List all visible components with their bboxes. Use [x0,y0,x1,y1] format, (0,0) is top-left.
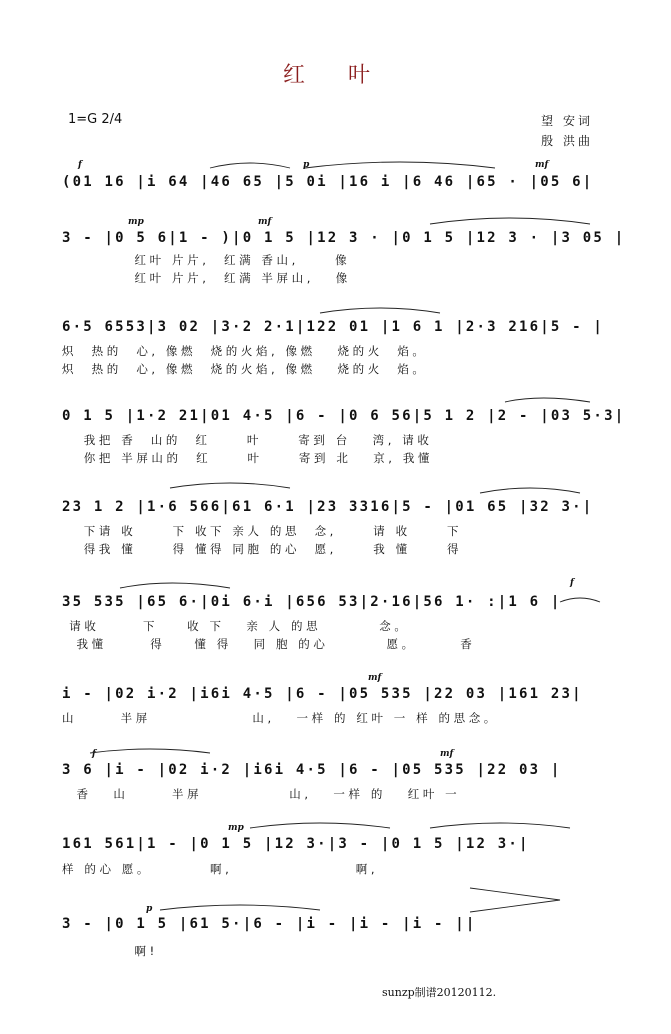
staff-notes: (01 16 |i 64 |46 65 |5 0i |16 i |6 46 |65 · |05 6| [62,174,594,190]
lyricist-credit: 望 安词 [541,114,593,128]
staff-notes: i - |02 i·2 |i6i 4·5 |6 - |05 535 |22 03 |161 23| [62,686,583,702]
composer-credit: 殷 洪曲 [541,134,593,148]
staff-notes: 23 1 2 |1·6 566|61 6·1 |23 3316|5 - |01 65 |32 3·| [62,499,594,515]
lyric-line: 我把 香 山的 红 叶 寄到 台 湾, 请收 [62,433,433,447]
staff-notes: 3 - |0 1 5 |61 5·|6 - |i - |i - |i - || [62,916,477,932]
dynamic-mark: p [303,160,310,170]
staff-6 [62,590,598,614]
dynamic-mark: mf [258,217,272,227]
staff-10 [62,912,598,936]
staff-notes: 3 6 |i - |02 i·2 |i6i 4·5 |6 - |05 535 |22 03 | [62,762,562,778]
staff-notes: 35 535 |65 6·|0i 6·i |656 53|2·16|56 1· :|1 6 | [62,594,562,610]
staff-8 [62,758,598,782]
lyric-line: 山 半屏 山, 一样 的 红叶 一 样 的思念。 [62,711,499,725]
dynamic-mark: mp [128,217,144,227]
dynamic-mark: mp [228,823,244,833]
staff-5 [62,495,598,519]
dynamic-mark: mf [535,160,549,170]
staff-2 [62,226,626,250]
key-signature: 1=G 2/4 [68,112,123,127]
lyric-line: 你把 半屏山的 红 叶 寄到 北 京, 我懂 [62,451,434,465]
dynamic-mark: mf [440,749,454,759]
lyric-line: 红叶 片片, 红满 香山, 像 [62,253,351,267]
lyric-line: 下请 收 下 收下 亲人 的思 念, 请 收 下 [62,524,463,538]
lyric-line: 香 山 半屏 山, 一样 的 红叶 一 [62,787,461,801]
staff-notes: 161 561|1 - |0 1 5 |12 3·|3 - |0 1 5 |12 3·| [62,836,530,852]
dynamic-mark: f [78,160,82,170]
lyric-line: 我懂 得 懂 得 同 胞 的心 愿。 香 [62,637,476,651]
dynamic-mark: mf [368,673,382,683]
lyric-line: 请收 下 收 下 亲 人 的思 念。 [62,619,410,633]
lyric-line: 炽 热的 心, 像燃 烧的火焰, 像燃 烧的火 焰。 [62,362,428,376]
staff-notes: 6·5 6553|3 02 |3·2 2·1|122 01 |1 6 1 |2·3 216|5 - | [62,319,605,335]
lyric-line: 样 的心 愿。 啊, 啊, [62,862,379,876]
dynamic-mark: f [92,749,96,759]
staff-9 [62,832,598,856]
staff-4 [62,404,626,428]
staff-7 [62,682,598,706]
staff-1 [62,170,598,194]
lyric-line: 红叶 片片, 红满 半屏山, 像 [62,271,351,285]
dynamic-mark: f [570,578,574,588]
dynamic-mark: p [146,904,153,914]
transcriber-note: sunzp制谱20120112. [382,986,497,999]
lyric-line: 炽 热的 心, 像燃 烧的火焰, 像燃 烧的火 焰。 [62,344,428,358]
staff-3 [62,315,605,339]
page-title: 红 叶 [283,63,388,88]
staff-notes: 0 1 5 |1·2 21|01 4·5 |6 - |0 6 56|5 1 2 |2 - |03 5·3| [62,408,626,424]
lyric-line: 得我 懂 得 懂得 同胞 的心 愿, 我 懂 得 [62,542,463,556]
lyric-line: 啊! [62,944,158,958]
staff-notes: 3 - |0 5 6|1 - )|0 1 5 |12 3 · |0 1 5 |12 3 · |3 05 | [62,230,626,246]
